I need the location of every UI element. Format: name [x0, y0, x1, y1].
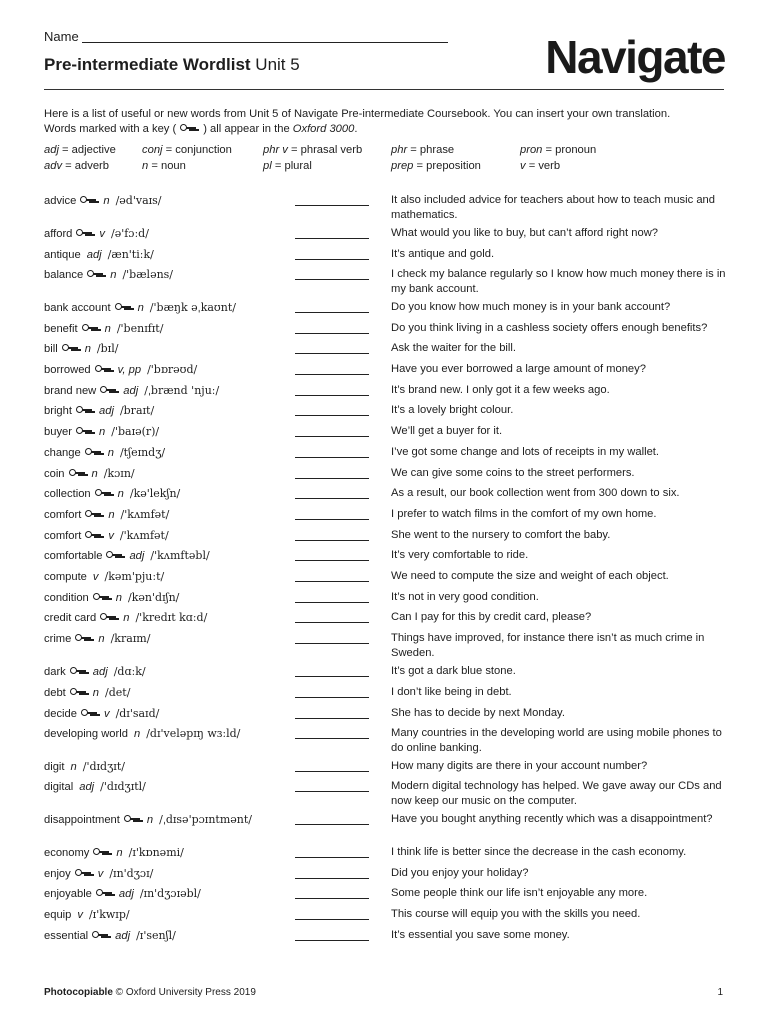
entry-word: essential	[44, 930, 89, 942]
key-icon	[92, 931, 109, 938]
entry-pronunciation: /'kʌmftəbl/	[150, 549, 210, 562]
entry-pronunciation: /ɪn'dʒɔɪəbl/	[139, 887, 201, 900]
entry-example: I’ve got some change and lots of receipts in my wallet.	[391, 446, 660, 458]
entry-word: collection	[44, 488, 91, 500]
entry-part-of-speech: n	[137, 302, 144, 314]
entry-word: developing world	[44, 728, 128, 740]
entry-part-of-speech: adj	[115, 930, 131, 942]
entry-part-of-speech: n	[103, 195, 110, 207]
key-icon	[106, 551, 123, 558]
entry-example: It’s not in very good condition.	[391, 591, 539, 603]
entry-example: Can I pay for this by credit card, please?	[391, 611, 592, 623]
entry-example: It’s a lovely bright colour.	[391, 404, 514, 416]
entry-pronunciation: /'dɪdʒɪtl/	[100, 780, 146, 793]
translation-blank[interactable]	[295, 519, 369, 520]
entry-term	[44, 445, 165, 461]
entry-part-of-speech: n	[104, 323, 111, 335]
translation-blank[interactable]	[295, 478, 369, 479]
entry-word: bill	[44, 343, 58, 355]
entry-word: debt	[44, 687, 66, 699]
entry-part-of-speech: adj	[92, 666, 108, 678]
key-icon	[93, 848, 110, 855]
entry-word: benefit	[44, 323, 78, 335]
entry-pronunciation: /ɪ'kɒnəmi/	[128, 846, 184, 859]
entry-pronunciation: /dɑːk/	[113, 665, 146, 678]
entry-pronunciation: /braɪt/	[119, 404, 155, 417]
entry-term	[44, 486, 180, 502]
translation-blank[interactable]	[295, 940, 369, 941]
entry-pronunciation: /kraɪm/	[110, 632, 151, 645]
page-number: 1	[717, 987, 723, 998]
title-unit: Unit 5	[250, 55, 300, 74]
entry-part-of-speech: n	[146, 814, 154, 826]
entry-example: Did you enjoy your holiday?	[391, 867, 529, 879]
entry-pronunciation: /kəm'pjuːt/	[104, 570, 165, 583]
entry-term	[44, 300, 236, 316]
key-icon	[76, 427, 93, 434]
entry-part-of-speech: adj	[86, 249, 102, 261]
key-icon	[85, 448, 102, 455]
entry-term	[44, 321, 163, 337]
entry-pronunciation: /'dɪdʒɪt/	[82, 760, 125, 773]
entry-part-of-speech: v, pp	[117, 364, 142, 376]
entry-term	[44, 193, 162, 209]
entry-example: This course will equip you with the skills you need.	[391, 908, 641, 920]
key-icon	[75, 869, 92, 876]
entry-word: digit	[44, 761, 65, 773]
entry-part-of-speech: v	[77, 909, 83, 921]
key-icon	[124, 815, 141, 822]
key-icon	[115, 303, 132, 310]
entry-example: I don’t like being in debt.	[391, 686, 512, 698]
entry-part-of-speech: adj	[118, 888, 134, 900]
entry-term	[44, 907, 130, 923]
entry-term	[44, 610, 207, 626]
key-icon	[95, 489, 112, 496]
translation-blank[interactable]	[295, 498, 369, 499]
title-bold: Pre-intermediate Wordlist	[44, 55, 251, 74]
intro-text	[44, 107, 734, 137]
entry-word: comfort	[44, 530, 82, 542]
entry-word: bright	[44, 405, 72, 417]
entry-example: Have you ever borrowed a large amount of money?	[391, 363, 646, 375]
entry-word: digital	[44, 781, 74, 793]
entry-example: Many countries in the developing world are using mobile phones to do online banking.	[391, 727, 722, 754]
entry-example: It’s got a dark blue stone.	[391, 665, 516, 677]
translation-blank[interactable]	[295, 643, 369, 644]
entry-pronunciation: /'bæləns/	[122, 268, 174, 281]
translation-blank[interactable]	[295, 457, 369, 458]
entry-example: I prefer to watch films in the comfort of my own home.	[391, 508, 657, 520]
entry-example: Modern digital technology has helped. We gave away our CDs and now keep our music on the computer.	[391, 780, 722, 807]
translation-blank[interactable]	[295, 878, 369, 879]
entry-example: Things have improved, for instance there isn’t as much crime in Sweden.	[391, 632, 705, 659]
entry-part-of-speech: n	[108, 509, 115, 521]
key-icon	[87, 270, 104, 277]
entry-pronunciation: /ɪ'kwɪp/	[88, 908, 130, 921]
entry-word: dark	[44, 666, 66, 678]
entry-example: It’s antique and gold.	[391, 248, 495, 260]
entry-pronunciation: /kən'dɪʃn/	[128, 591, 180, 604]
entry-term	[44, 886, 201, 902]
entry-part-of-speech: adj	[123, 385, 139, 397]
entry-term	[44, 466, 135, 482]
entry-pronunciation: /'kʌmfət/	[120, 508, 170, 521]
entry-example: Have you bought anything recently which was a disappointment?	[391, 813, 713, 825]
entry-part-of-speech: adj	[79, 781, 95, 793]
entry-word: brand new	[44, 385, 97, 397]
entry-term	[44, 548, 210, 564]
translation-blank[interactable]	[295, 718, 369, 719]
entry-word: credit card	[44, 612, 97, 624]
entry-word: borrowed	[44, 364, 91, 376]
entry-example: Some people think our life isn’t enjoyable any more.	[391, 887, 648, 899]
key-icon	[85, 510, 102, 517]
translation-blank[interactable]	[295, 238, 369, 239]
entry-pronunciation: /ˌbrænd 'njuː/	[144, 384, 220, 397]
key-icon	[96, 889, 113, 896]
entry-word: antique	[44, 249, 81, 261]
entry-part-of-speech: v	[103, 708, 110, 720]
key-icon	[76, 229, 93, 236]
translation-blank[interactable]	[295, 560, 369, 561]
intro-line-1: Here is a list of useful or new words from Unit 5 of Navigate Pre-intermediate Coursebook. You can insert your own translation.	[44, 108, 671, 120]
entry-term	[44, 403, 154, 419]
abbr-col-5: pron = pronoun v = verb	[520, 144, 597, 172]
entry-word: change	[44, 447, 81, 459]
entry-term	[44, 226, 149, 242]
entry-word: coin	[44, 468, 65, 480]
entry-term	[44, 507, 169, 523]
entry-term	[44, 383, 219, 399]
entry-pronunciation: /'baɪə(r)/	[111, 425, 160, 438]
translation-blank[interactable]	[295, 312, 369, 313]
translation-blank[interactable]	[295, 540, 369, 541]
entry-example: She has to decide by next Monday.	[391, 707, 565, 719]
entry-part-of-speech: v	[99, 228, 105, 240]
key-icon	[82, 324, 99, 331]
key-icon	[85, 531, 102, 538]
entry-term	[44, 528, 169, 544]
oxford-3000: Oxford 3000	[292, 123, 355, 135]
entry-term	[44, 845, 184, 861]
entry-word: compute	[44, 571, 87, 583]
entry-part-of-speech: v	[92, 571, 99, 583]
entry-word: condition	[44, 592, 89, 604]
entry-word: balance	[44, 269, 84, 281]
entry-part-of-speech: n	[91, 468, 98, 480]
entry-example: As a result, our book collection went from 300 down to six.	[391, 487, 680, 499]
key-icon	[76, 406, 93, 413]
translation-blank[interactable]	[295, 415, 369, 416]
entry-example: We can give some coins to the street performers.	[391, 467, 635, 479]
entry-term	[44, 569, 164, 585]
translation-blank[interactable]	[295, 697, 369, 698]
entry-term	[44, 759, 125, 775]
entry-part-of-speech: n	[70, 761, 77, 773]
translation-blank[interactable]	[295, 857, 369, 858]
translation-blank[interactable]	[295, 602, 369, 603]
entry-word: equip	[44, 909, 72, 921]
brand-logo: Navigate	[545, 31, 725, 83]
key-icon	[100, 613, 117, 620]
entry-example: Do you think living in a cashless society offers enough benefits?	[391, 322, 708, 334]
entry-part-of-speech: n	[117, 488, 124, 500]
entry-term	[44, 706, 159, 722]
translation-blank[interactable]	[295, 353, 369, 354]
entry-part-of-speech: adj	[129, 550, 145, 562]
entry-pronunciation: /kɔɪn/	[103, 467, 135, 480]
entry-part-of-speech: n	[98, 633, 105, 645]
entry-pronunciation: /'benɪfɪt/	[116, 322, 164, 335]
entry-example: We’ll get a buyer for it.	[391, 425, 503, 437]
abbr-col-2: conj = conjunction n = noun	[142, 144, 232, 172]
translation-blank[interactable]	[295, 279, 369, 280]
entry-pronunciation: /'bɒrəʊd/	[147, 363, 198, 376]
translation-blank[interactable]	[295, 791, 369, 792]
entry-example: I think life is better since the decrease in the cash economy.	[391, 846, 687, 858]
translation-blank[interactable]	[295, 436, 369, 437]
entry-term	[44, 928, 176, 944]
key-icon	[180, 124, 197, 131]
entry-term	[44, 812, 252, 828]
entry-part-of-speech: n	[133, 728, 141, 740]
entry-pronunciation: /'bæŋk əˌkaʊnt/	[149, 301, 236, 314]
entry-word: comfortable	[44, 550, 103, 562]
entry-part-of-speech: n	[110, 269, 117, 281]
entry-term	[44, 779, 146, 795]
entry-word: decide	[44, 708, 77, 720]
entry-word: economy	[44, 847, 90, 859]
translation-blank[interactable]	[295, 738, 369, 739]
key-icon	[75, 634, 92, 641]
entry-example: It’s essential you save some money.	[391, 929, 570, 941]
entry-part-of-speech: adj	[99, 405, 114, 417]
key-icon	[100, 386, 117, 393]
entry-example: How many digits are there in your account number?	[391, 760, 648, 772]
entry-word: bank account	[44, 302, 111, 314]
translation-blank[interactable]	[295, 205, 369, 206]
name-write-line	[82, 42, 448, 43]
entry-word: afford	[44, 228, 73, 240]
intro-line-2: Words marked with a key ( ) all appear in the Oxford 3000.	[44, 123, 358, 135]
entry-term	[44, 664, 146, 680]
translation-blank[interactable]	[295, 374, 369, 375]
translation-blank[interactable]	[295, 259, 369, 260]
abbr-col-1: adj = adjective adv = adverb	[44, 144, 116, 172]
entry-word: disappointment	[44, 814, 120, 826]
entry-word: enjoy	[44, 868, 71, 880]
entry-part-of-speech: n	[115, 592, 123, 604]
translation-blank[interactable]	[295, 581, 369, 582]
name-label: Name	[44, 29, 79, 44]
entry-example: It’s very comfortable to ride.	[391, 549, 529, 561]
entry-pronunciation: /dɪ'saɪd/	[115, 707, 160, 720]
abbr-col-4: phr = phrase prep = preposition	[391, 144, 481, 172]
entry-pronunciation: /'kredɪt kɑːd/	[135, 611, 208, 624]
entry-pronunciation: /bɪl/	[96, 342, 119, 355]
key-icon	[70, 667, 87, 674]
entry-example: Do you know how much money is in your bank account?	[391, 301, 671, 313]
entry-part-of-speech: n	[84, 343, 91, 355]
entry-term	[44, 726, 240, 742]
entry-term	[44, 267, 173, 283]
translation-blank[interactable]	[295, 824, 369, 825]
footer-copyright: Photocopiable © Oxford University Press 2019	[44, 987, 256, 998]
key-icon	[62, 344, 79, 351]
entry-term	[44, 590, 179, 606]
entry-pronunciation: /tʃeɪndʒ/	[119, 446, 166, 459]
entry-part-of-speech: n	[107, 447, 114, 459]
entry-term	[44, 341, 118, 357]
entry-example: It also included advice for teachers about how to teach music and mathematics.	[391, 194, 716, 221]
key-icon	[81, 709, 98, 716]
translation-blank[interactable]	[295, 898, 369, 899]
entry-term	[44, 685, 130, 701]
entry-term	[44, 247, 154, 263]
entry-part-of-speech: n	[116, 847, 123, 859]
header-divider	[44, 89, 724, 90]
entry-example: She went to the nursery to comfort the baby.	[391, 529, 611, 541]
key-icon	[70, 688, 87, 695]
entry-word: crime	[44, 633, 72, 645]
key-icon	[95, 365, 112, 372]
entry-pronunciation: /kə'lekʃn/	[129, 487, 181, 500]
entry-pronunciation: /əd'vaɪs/	[115, 194, 162, 207]
translation-blank[interactable]	[295, 676, 369, 677]
entry-pronunciation: /æn'tiːk/	[107, 248, 154, 261]
translation-blank[interactable]	[295, 395, 369, 396]
entry-pronunciation: /ɪn'dʒɔɪ/	[109, 867, 154, 880]
key-icon	[93, 593, 110, 600]
entry-pronunciation: /ɪ'senʃl/	[136, 929, 176, 942]
entry-part-of-speech: n	[99, 426, 106, 438]
entry-word: comfort	[44, 509, 82, 521]
entry-pronunciation: /dɪ'veləpɪŋ wɜːld/	[146, 727, 241, 740]
entry-word: advice	[44, 195, 77, 207]
abbr-col-3: phr v = phrasal verb pl = plural	[263, 144, 363, 172]
entry-example: We need to compute the size and weight of each object.	[391, 570, 669, 582]
entry-term	[44, 424, 159, 440]
entry-example: What would you like to buy, but can’t afford right now?	[391, 227, 658, 239]
entry-example: Ask the waiter for the bill.	[391, 342, 516, 354]
entry-pronunciation: /ˌdɪsə'pɔɪntmənt/	[159, 813, 252, 826]
translation-blank[interactable]	[295, 771, 369, 772]
entry-part-of-speech: n	[123, 612, 130, 624]
key-icon	[69, 469, 86, 476]
entry-word: enjoyable	[44, 888, 92, 900]
entry-pronunciation: /'kʌmfət/	[119, 529, 169, 542]
entry-term	[44, 362, 197, 378]
page-title	[44, 55, 300, 75]
entry-example: I check my balance regularly so I know how much money there is in my bank account.	[391, 268, 726, 295]
entry-term	[44, 631, 150, 647]
translation-blank[interactable]	[295, 622, 369, 623]
entry-example: It’s brand new. I only got it a few weeks ago.	[391, 384, 610, 396]
entry-part-of-speech: v	[97, 868, 104, 880]
translation-blank[interactable]	[295, 333, 369, 334]
entry-pronunciation: /det/	[105, 686, 131, 699]
translation-blank[interactable]	[295, 919, 369, 920]
key-icon	[80, 196, 97, 203]
entry-pronunciation: /ə'fɔːd/	[111, 227, 149, 240]
entry-part-of-speech: v	[108, 530, 114, 542]
entry-word: buyer	[44, 426, 72, 438]
entry-part-of-speech: n	[92, 687, 100, 699]
entry-term	[44, 866, 153, 882]
